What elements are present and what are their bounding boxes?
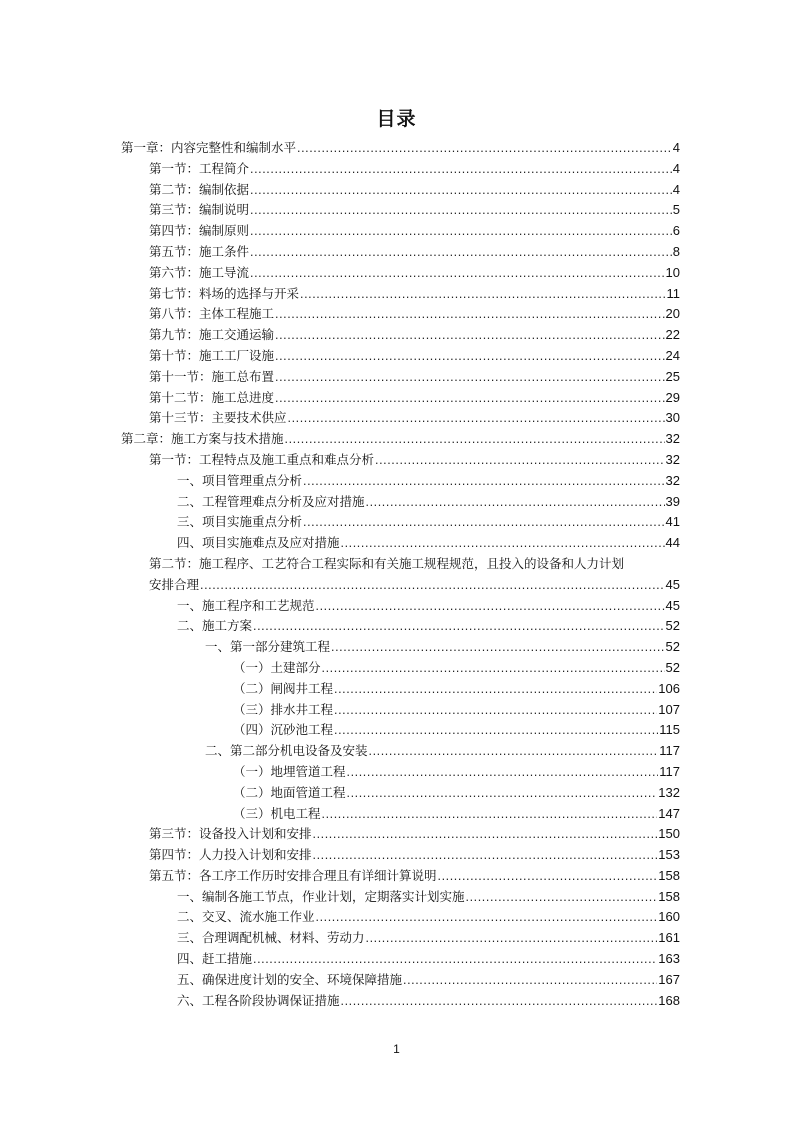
toc-entry-page: 8: [672, 243, 680, 259]
toc-entry-page: 32: [665, 472, 680, 488]
toc-entry-label: （四）沉砂池工程: [233, 722, 334, 738]
toc-entry-label: 第一节：工程简介: [149, 160, 250, 176]
dot-leader: [341, 991, 658, 1012]
toc-entry[interactable]: [121, 720, 680, 741]
toc-entry[interactable]: [121, 616, 680, 637]
toc-entry-label: 三、合理调配机械、材料、劳动力: [177, 930, 365, 946]
dot-leader: [334, 700, 657, 721]
toc-entry-label: 二、施工方案: [177, 618, 253, 634]
dot-leader: [347, 762, 659, 783]
toc-entry-label: 第十一节：施工总布置: [149, 368, 275, 384]
toc-entry-page: 32: [665, 431, 680, 447]
toc-entry-label: 四、项目实施难点及应对措施: [177, 535, 340, 551]
page-number: 1: [393, 1042, 400, 1056]
toc-entry-label: 第三节：设备投入计划和安排: [149, 826, 312, 842]
toc-entry-page: 167: [658, 971, 680, 987]
toc-entry-label: 二、交叉、流水施工作业: [177, 909, 315, 925]
toc-entry[interactable]: [121, 887, 680, 908]
toc-entry-label: （三）排水井工程: [233, 701, 334, 717]
toc-entry[interactable]: [121, 263, 680, 284]
toc-entry-page: 45: [665, 576, 680, 592]
toc-entry[interactable]: [121, 866, 680, 887]
toc-entry[interactable]: [121, 949, 680, 970]
toc-entry-label: 第一节：工程特点及施工重点和难点分析: [149, 451, 375, 467]
toc-entry-page: 24: [665, 347, 680, 363]
toc-entry-page: 115: [659, 722, 680, 738]
toc-entry-label: 第二章：施工方案与技术措施: [121, 431, 284, 447]
toc-entry-label: （二）地面管道工程: [233, 784, 346, 800]
toc-entry-label: 六、工程各阶段协调保证措施: [177, 992, 340, 1008]
toc-entry-page: 147: [658, 805, 680, 821]
toc-entry[interactable]: [121, 700, 680, 721]
dot-leader: [334, 679, 657, 700]
toc-entry-page: 153: [658, 847, 680, 863]
dot-leader: [369, 741, 659, 762]
toc-entry-label: 第四节：人力投入计划和安排: [149, 847, 312, 863]
toc-entry-page: 52: [665, 618, 680, 634]
dot-leader: [313, 824, 658, 845]
toc-entry-label: 第六节：施工导流: [149, 264, 250, 280]
toc-entry-page: 5: [672, 202, 680, 218]
dot-leader: [285, 429, 665, 450]
toc-entry[interactable]: [121, 637, 680, 658]
toc-entry[interactable]: [121, 533, 680, 554]
toc-entry-page: 39: [665, 493, 680, 509]
dot-leader: [297, 138, 672, 159]
toc-entry-page: 4: [672, 140, 680, 155]
toc-entry-page: 161: [658, 930, 680, 946]
toc-entry-label: 四、赶工措施: [177, 951, 253, 967]
toc-entry-label: 二、第二部分机电设备及安装: [205, 743, 368, 759]
dot-leader: [253, 949, 657, 970]
dot-leader: [250, 200, 672, 221]
toc-entry-label: （二）闸阀井工程: [233, 680, 334, 696]
dot-leader: [250, 242, 672, 263]
toc-entry[interactable]: [121, 346, 680, 367]
toc-entry[interactable]: [121, 970, 680, 991]
toc-entry-label: 第十三节：主要技术供应: [149, 410, 287, 426]
toc-entry[interactable]: [121, 596, 680, 617]
toc-entry-page: 107: [658, 701, 680, 717]
dot-leader: [250, 159, 672, 180]
toc-entry-page: 168: [658, 992, 680, 1008]
toc-entry-label: （三）机电工程: [233, 805, 321, 821]
toc-entry-label: 一、施工程序和工艺规范: [177, 597, 315, 613]
toc-entry[interactable]: [121, 304, 680, 325]
toc-entry-label: 二、工程管理难点分析及应对措施: [177, 493, 365, 509]
dot-leader: [403, 970, 657, 991]
table-of-contents: [121, 138, 680, 1011]
toc-entry-label: 第一章：内容完整性和编制水平: [121, 140, 297, 155]
toc-entry-label: 第七节：料场的选择与开采: [149, 285, 300, 301]
dot-leader: [275, 325, 665, 346]
toc-entry-page: 150: [658, 826, 680, 842]
toc-entry[interactable]: [121, 679, 680, 700]
toc-entry-page: 106: [658, 680, 680, 696]
toc-entry[interactable]: [121, 450, 680, 471]
toc-entry[interactable]: [121, 408, 680, 429]
toc-entry-label: 三、项目实施重点分析: [177, 514, 303, 530]
toc-entry[interactable]: [121, 325, 680, 346]
dot-leader: [250, 180, 672, 201]
toc-entry[interactable]: [121, 928, 680, 949]
toc-entry-label: 第十二节：施工总进度: [149, 389, 275, 405]
toc-entry-page: 52: [665, 659, 680, 675]
toc-entry-label: 第十节：施工工厂设施: [149, 347, 275, 363]
toc-entry[interactable]: [121, 991, 680, 1012]
dot-leader: [250, 221, 672, 242]
toc-entry-page: 4: [672, 181, 680, 197]
dot-leader: [375, 450, 665, 471]
toc-entry-page: 132: [658, 784, 680, 800]
toc-entry-page: 22: [665, 327, 680, 343]
toc-entry-page: 45: [665, 597, 680, 613]
dot-leader: [347, 783, 658, 804]
toc-entry-page: 32: [665, 451, 680, 467]
toc-entry[interactable]: [121, 658, 680, 679]
toc-entry-page: 30: [665, 410, 680, 426]
dot-leader: [466, 887, 658, 908]
toc-entry[interactable]: [121, 512, 680, 533]
toc-entry[interactable]: [121, 284, 680, 305]
toc-entry-page: 44: [665, 535, 680, 551]
dot-leader: [275, 367, 665, 388]
toc-entry-page: 117: [659, 743, 680, 759]
toc-entry[interactable]: [121, 367, 680, 388]
toc-entry-label: 第二节：编制依据: [149, 181, 250, 197]
dot-leader: [316, 596, 665, 617]
toc-entry-label: 第五节：施工条件: [149, 243, 250, 259]
dot-leader: [253, 616, 665, 637]
dot-leader: [334, 720, 658, 741]
toc-entry[interactable]: [121, 388, 680, 409]
toc-entry-label: 第九节：施工交通运输: [149, 327, 275, 343]
toc-entry[interactable]: [121, 138, 680, 159]
toc-entry-continuation[interactable]: [121, 575, 680, 596]
toc-entry-page: 10: [665, 264, 680, 280]
toc-entry[interactable]: [121, 492, 680, 513]
dot-leader: [366, 928, 658, 949]
dot-leader: [331, 637, 665, 658]
toc-entry[interactable]: [121, 741, 680, 762]
dot-leader: [316, 907, 658, 928]
toc-entry-label: 一、项目管理重点分析: [177, 472, 303, 488]
dot-leader: [275, 346, 665, 367]
toc-entry[interactable]: [121, 804, 680, 825]
toc-entry-label: 第五节：各工序工作历时安排合理且有详细计算说明: [149, 867, 437, 883]
dot-leader: [303, 471, 665, 492]
toc-entry-page: 117: [659, 763, 680, 779]
toc-entry-label: 第二节：施工程序、工艺符合工程实际和有关施工规程规范，且投入的设备和人力计划: [149, 555, 625, 571]
toc-entry-page: 6: [672, 223, 680, 239]
toc-entry[interactable]: [121, 200, 680, 221]
toc-entry[interactable]: [121, 824, 680, 845]
toc-entry-label: （一）地埋管道工程: [233, 763, 346, 779]
toc-entry-label: 一、编制各施工节点，作业计划，定期落实计划实施: [177, 888, 465, 904]
toc-title: 目录: [376, 108, 417, 130]
toc-entry[interactable]: [121, 159, 680, 180]
toc-entry[interactable]: [121, 242, 680, 263]
toc-entry-page: 52: [665, 639, 680, 655]
toc-entry-label: 第三节：编制说明: [149, 202, 250, 218]
dot-leader: [250, 263, 665, 284]
toc-entry-page: 158: [658, 888, 680, 904]
toc-entry-label: （一）土建部分: [233, 659, 321, 675]
toc-entry-page: 11: [666, 285, 680, 301]
dot-leader: [288, 408, 665, 429]
dot-leader: [275, 388, 665, 409]
toc-entry[interactable]: [121, 907, 680, 928]
toc-entry[interactable]: [121, 845, 680, 866]
dot-leader: [303, 512, 665, 533]
toc-entry-page: 163: [658, 951, 680, 967]
dot-leader: [322, 658, 665, 679]
dot-leader: [200, 575, 665, 596]
toc-entry[interactable]: [121, 471, 680, 492]
toc-entry-page: 158: [658, 867, 680, 883]
toc-entry-label-continued: 安排合理: [149, 576, 200, 592]
toc-entry-label: 第八节：主体工程施工: [149, 306, 275, 322]
dot-leader: [275, 304, 665, 325]
toc-entry-page: 20: [665, 306, 680, 322]
toc-entry-page: 25: [665, 368, 680, 384]
toc-entry-page: 160: [658, 909, 680, 925]
toc-entry-label: 五、确保进度计划的安全、环境保障措施: [177, 971, 403, 987]
toc-entry-page: 41: [665, 514, 680, 530]
toc-entry[interactable]: [121, 221, 680, 242]
toc-entry[interactable]: [121, 762, 680, 783]
dot-leader: [313, 845, 658, 866]
toc-entry-label: 一、第一部分建筑工程: [205, 639, 331, 655]
dot-leader: [438, 866, 658, 887]
dot-leader: [341, 533, 665, 554]
dot-leader: [322, 804, 658, 825]
dot-leader: [300, 284, 665, 305]
toc-entry-page: 4: [672, 160, 680, 176]
toc-entry-page: 29: [665, 389, 680, 405]
toc-entry[interactable]: [121, 180, 680, 201]
toc-entry[interactable]: [121, 429, 680, 450]
toc-entry[interactable]: [121, 783, 680, 804]
toc-entry-label: 第四节：编制原则: [149, 223, 250, 239]
toc-entry[interactable]: [121, 554, 680, 575]
dot-leader: [366, 492, 665, 513]
